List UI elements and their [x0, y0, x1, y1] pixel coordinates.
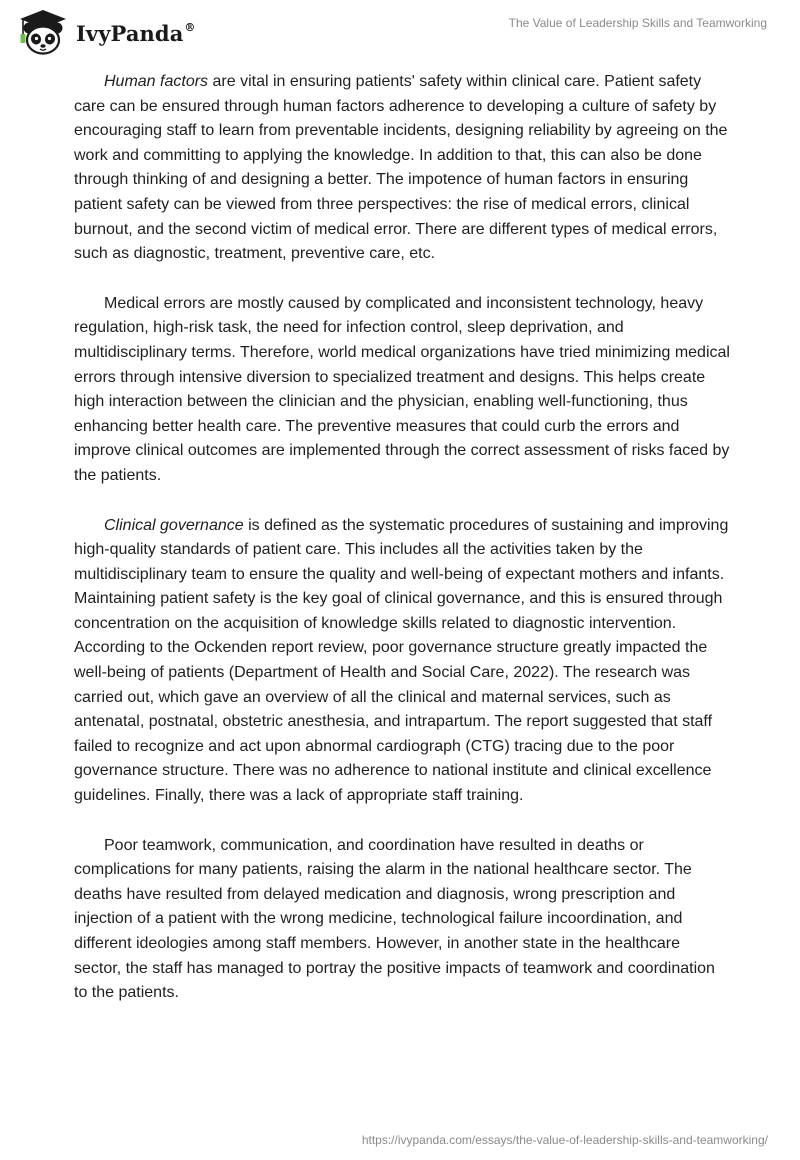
brand-name — [76, 21, 196, 46]
document-title: The Value of Leadership Skills and Teamworking — [508, 16, 767, 30]
paragraph-medical-errors — [74, 292, 730, 489]
paragraph-text: is defined as the systematic procedures of sustaining and improving high-quality standards of patient care. This includes all the activities taken by the multidisciplinary team to ensure the quality and well-being of expectant mothers and infants. Maintaining patient safety is the key goal of clinical governance, and this is ensured through concentration on the acquisition of knowledge skills related to diagnostic intervention. According to the Ockenden report review, poor governance structure greatly impacted the well-being of patients (Department of Health and Social Care, 2022). The research was carried out, which gave an overview of all the clinical and maternal services, such as antenatal, postnatal, obstetric anesthesia, and intrapartum. The report suggested that staff failed to recognize and act upon abnormal cardiograph (CTG) tracing due to the poor governance structure. There was no adherence to national institute and clinical excellence guidelines. Finally, there was a lack of appropriate staff training. — [74, 516, 729, 805]
term-human-factors: Human factors — [104, 73, 209, 90]
ivypanda-logo[interactable] — [14, 8, 196, 56]
panda-graduate-icon — [14, 8, 72, 56]
page-header — [0, 0, 800, 60]
registered-mark: ® — [184, 20, 196, 34]
paragraph-teamwork — [74, 834, 730, 1006]
paragraph-clinical-governance — [74, 514, 730, 809]
paragraph-text: Medical errors are mostly caused by complicated and inconsistent technology, heavy regulation, high-risk task, the need for infection control, sleep deprivation, and multidisciplinary terms. Therefore, world medical organizations have tried minimizing medical errors through intensive diversion to specialized treatment and designs. This helps create high interaction between the clinician and the physician, enabling well-functioning, thus enhancing better health care. The preventive measures that could curb the errors and improve clinical outcomes are implemented through the correct assessment of risks faced by the patients. — [74, 294, 730, 484]
essay-body — [74, 70, 730, 1031]
paragraph-text: are vital in ensuring patients' safety within clinical care. Patient safety care can be ensured through human factors adherence to developing a culture of safety by encouraging staff to learn from preventable incidents, designing reliability by agreeing on the work and committing to applying the knowledge. In addition to that, this can also be done through thinking of and designing a better. The impotence of human factors in ensuring patient safety can be viewed from three perspectives: the rise of medical errors, clinical burnout, and the second victim of medical error. There are different types of medical errors, such as diagnostic, treatment, preventive care, etc. — [74, 73, 728, 263]
source-url-link[interactable]: https://ivypanda.com/essays/the-value-of-leadership-skills-and-teamworking/ — [361, 1133, 768, 1147]
paragraph-human-factors — [74, 70, 730, 267]
term-clinical-governance: Clinical governance — [104, 516, 244, 534]
paragraph-text: Poor teamwork, communication, and coordination have resulted in deaths or complications for many patients, raising the alarm in the national healthcare sector. The deaths have resulted from delayed medication and diagnosis, wrong prescription and injection of a patient with the wrong medicine, technological failure incoordination, and different ideologies among staff members. However, in another state in the healthcare sector, the staff has managed to portray the positive impacts of teamwork and coordination to the patients. — [74, 836, 715, 1002]
brand-name-text: IvyPanda — [76, 20, 184, 46]
